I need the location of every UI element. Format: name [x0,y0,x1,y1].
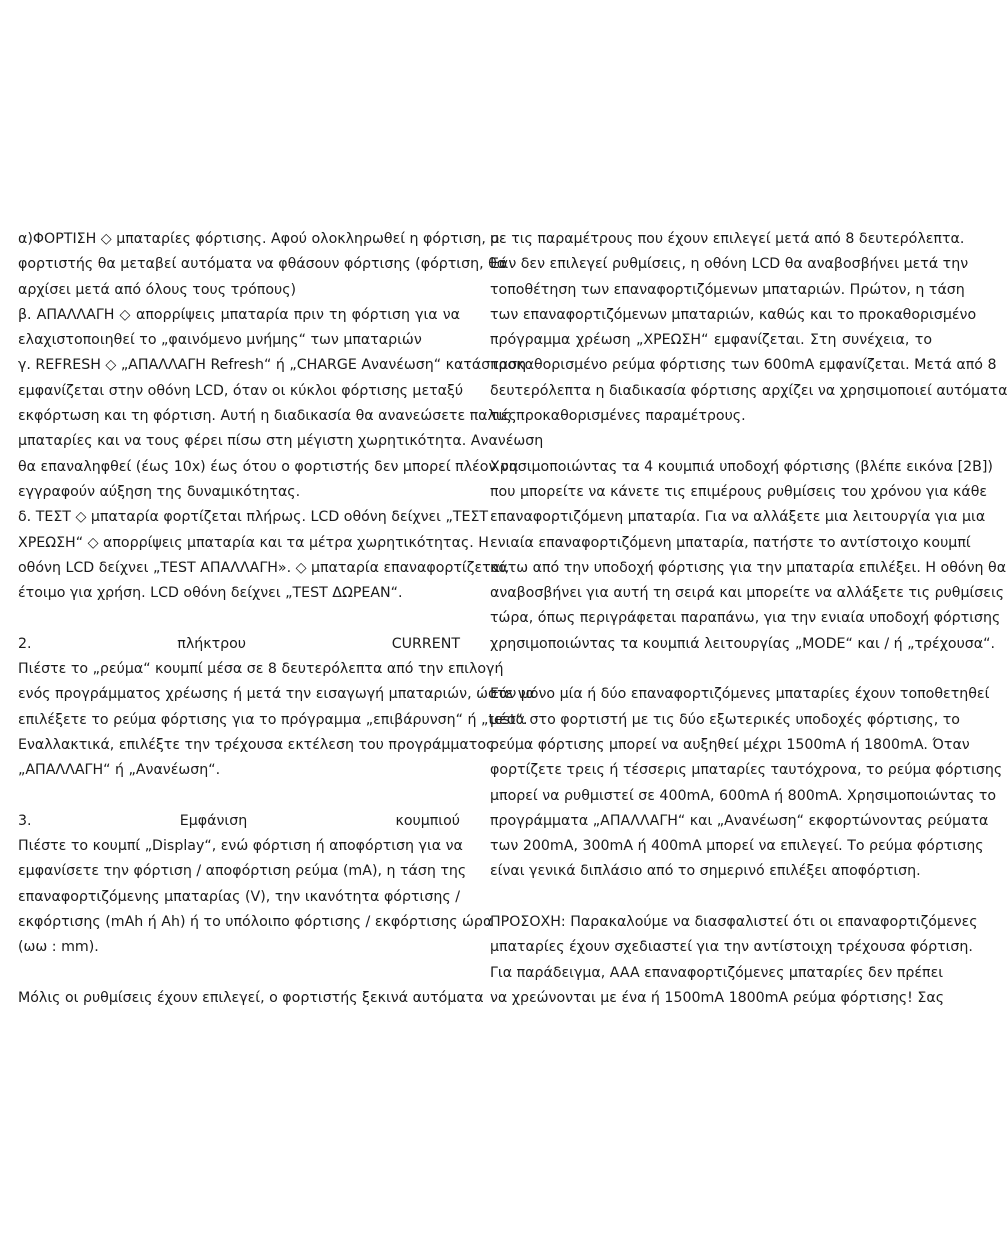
text-line: Πιέστε το κουμπί „Display“, ενώ φόρτιση ή αποφόρτιση για να [18,838,463,855]
text-line: β. ΑΠΑΛΛΑΓΗ ◇ απορρίψεις μπαταρία πριν τη φόρτιση για να [18,306,460,323]
paragraph-gap [18,961,460,986]
paragraph [18,227,507,303]
paragraph [490,455,1007,657]
paragraph [490,910,978,1011]
text-line: τώρα, όπως περιγράφεται παραπάνω, για την ενιαία υποδοχή φόρτισης [490,610,1001,627]
paragraph-gap [490,657,932,682]
text-line: τις προκαθορισμένες παραμέτρους. [490,408,746,425]
text-line: θα επαναληφθεί (έως 10x) έως ότου ο φορτιστής δεν μπορεί πλέον να [18,458,519,475]
text-line: να χρεώνονται με ένα ή 1500mA 1800mA ρεύμα φόρτισης! Σας [490,989,945,1006]
text-line: προγράμματα „ΑΠΑΛΛΑΓΗ“ και „Ανανέωση“ εκφορτώνοντας ρεύματα [490,812,989,829]
paragraph [18,505,510,606]
text-line: γ. REFRESH ◇ „ΑΠΑΛΛΑΓΗ Refresh“ ή „CHARGE Ανανέωση“ κατάσταση [18,357,527,374]
text-line: ΠΡΟΣΟΧΗ: Παρακαλούμε να διασφαλιστεί ότι οι επαναφορτιζόμενες [490,914,978,931]
text-line: εκφόρτισης (mAh ή Ah) ή το υπόλοιπο φόρτισης / εκφόρτισης ώρα [18,914,493,931]
paragraph [490,227,1007,429]
text-line: επαναφορτιζόμενη μπαταρία. Για να αλλάξετε μια λειτουργία για μια [490,509,986,526]
text-line: Μόλις οι ρυθμίσεις έχουν επιλεγεί, ο φορτιστής ξεκινά αυτόματα [18,989,484,1006]
text-line: των 200mA, 300mA ή 400mA μπορεί να επιλεγεί. Το ρεύμα φόρτισης [490,838,984,855]
text-line: 3. Εμφάνιση κουμπιού [18,812,460,829]
paragraph [18,986,484,1011]
text-line: δευτερόλεπτα η διαδικασία φόρτισης αρχίζει να χρησιμοποιεί αυτόματα [490,382,1007,399]
text-line: κάτω από την υποδοχή φόρτισης για την μπαταρία επιλέξει. Η οθόνη θα [490,559,1007,576]
text-line: των επαναφορτιζόμενων μπαταριών, καθώς και το προκαθορισμένο [490,306,977,323]
text-line: Εάν δεν επιλεγεί ρυθμίσεις, η οθόνη LCD θα αναβοσβήνει μετά την [490,256,969,273]
text-line: αρχίσει μετά από όλους τους τρόπους) [18,281,297,298]
text-line: Εάν μόνο μία ή δύο επαναφορτιζόμενες μπαταρίες έχουν τοποθετηθεί [490,686,990,703]
text-line: Πιέστε το „ρεύμα“ κουμπί μέσα σε 8 δευτερόλεπτα από την επιλογή [18,661,504,678]
paragraph [18,809,493,961]
paragraph-gap [18,784,460,809]
paragraph [18,632,535,784]
text-line: μπαταρίες έχουν σχεδιαστεί για την αντίστοιχη τρέχουσα φόρτιση. [490,939,973,956]
text-line: ενός προγράμματος χρέωσης ή μετά την εισαγωγή μπαταριών, ώστε να [18,686,535,703]
text-line: οθόνη LCD δείχνει „TEST ΑΠΑΛΛΑΓΗ». ◇ μπαταρία επαναφορτίζεται, [18,559,510,576]
text-line: Χρησιμοποιώντας τα 4 κουμπιά υποδοχή φόρτισης (βλέπε εικόνα [2B]) [490,458,993,475]
text-line: εκφόρτωση και τη φόρτιση. Αυτή η διαδικασία θα ανανεώσετε παλιές [18,408,517,425]
text-line: ΧΡΕΩΣΗ“ ◇ απορρίψεις μπαταρία και τα μέτρα χωρητικότητας. Η [18,534,489,551]
text-line: επαναφορτιζόμενης μπαταρίας (V), την ικανότητα φόρτισης / [18,888,460,905]
text-line: μπορεί να ρυθμιστεί σε 400mA, 600mA ή 800mA. Χρησιμοποιώντας το [490,787,997,804]
text-line: επιλέξετε το ρεύμα φόρτισης για το πρόγραμμα „επιβάρυνση“ ή „test“. [18,711,528,728]
text-line: εγγραφούν αύξηση της δυναμικότητας. [18,483,301,500]
text-line: Για παράδειγμα, AAA επαναφορτιζόμενες μπαταρίες δεν πρέπει [490,964,944,981]
paragraph [490,682,1003,884]
text-line: προκαθορισμένο ρεύμα φόρτισης των 600mA εμφανίζεται. Μετά από 8 [490,357,997,374]
text-line: μέσα στο φορτιστή με τις δύο εξωτερικές υποδοχές φόρτισης, το [490,711,960,728]
text-line: εμφανίζεται στην οθόνη LCD, όταν οι κύκλοι φόρτισης μεταξύ [18,382,464,399]
text-line: Εναλλακτικά, επιλέξτε την τρέχουσα εκτέλεση του προγράμματος [18,736,495,753]
text-line: ενιαία επαναφορτιζόμενη μπαταρία, πατήστε το αντίστοιχο κουμπί [490,534,971,551]
text-line: είναι γενικά διπλάσιο από το σημερινό επιλέξει αποφόρτιση. [490,863,921,880]
text-line: με τις παραμέτρους που έχουν επιλεγεί μετά από 8 δευτερόλεπτα. [490,231,965,247]
paragraph-gap [18,606,460,631]
text-line: (ωω : mm). [18,939,99,956]
paragraph-gap [490,429,932,454]
text-line: χρησιμοποιώντας τα κουμπιά λειτουργίας „MODE“ και / ή „τρέχουσα“. [490,635,996,652]
text-line: ελαχιστοποιηθεί το „φαινόμενο μνήμης“ των μπαταριών [18,332,422,349]
text-line: τοποθέτηση των επαναφορτιζόμενων μπαταριών. Πρώτον, η τάση [490,281,965,298]
text-line: 2. πλήκτρου CURRENT [18,635,460,652]
text-line: α)ΦΟΡΤΙΣΗ ◇ μπαταρίες φόρτισης. Αφού ολοκληρωθεί η φόρτιση, ο [18,231,500,247]
left-column [18,227,544,1011]
paragraph [18,353,544,505]
text-line: μπαταρίες και να τους φέρει πίσω στη μέγιστη χωρητικότητα. Ανανέωση [18,433,544,450]
paragraph [18,303,460,354]
text-line: φορτιστής θα μεταβεί αυτόματα να φθάσουν φόρτισης (φόρτιση, θα [18,256,507,273]
text-line: „ΑΠΑΛΛΑΓΗ“ ή „Ανανέωση“. [18,762,221,779]
text-line: δ. ΤΕΣΤ ◇ μπαταρία φορτίζεται πλήρως. LCD οθόνη δείχνει „ΤΕΣΤ [18,509,489,526]
text-line: εμφανίσετε την φόρτιση / αποφόρτιση ρεύμα (mA), η τάση της [18,863,467,880]
paragraph-gap [490,885,932,910]
text-line: που μπορείτε να κάνετε τις επιμέρους ρυθμίσεις του χρόνου για κάθε [490,483,988,500]
text-line: έτοιμο για χρήση. LCD οθόνη δείχνει „TEST ΔΩΡΕΑΝ“. [18,585,403,602]
right-column [490,227,1007,1011]
text-line: φορτίζετε τρεις ή τέσσερις μπαταρίες ταυτόχρονα, το ρεύμα φόρτισης [490,762,1003,779]
text-line: αναβοσβήνει για αυτή τη σειρά και μπορείτε να αλλάξετε τις ρυθμίσεις [490,585,1005,602]
text-line: ρεύμα φόρτισης μπορεί να αυξηθεί μέχρι 1500mA ή 1800mA. Όταν [490,736,970,753]
text-line: πρόγραμμα χρέωση „ΧΡΕΩΣΗ“ εμφανίζεται. Στη συνέχεια, το [490,332,932,349]
